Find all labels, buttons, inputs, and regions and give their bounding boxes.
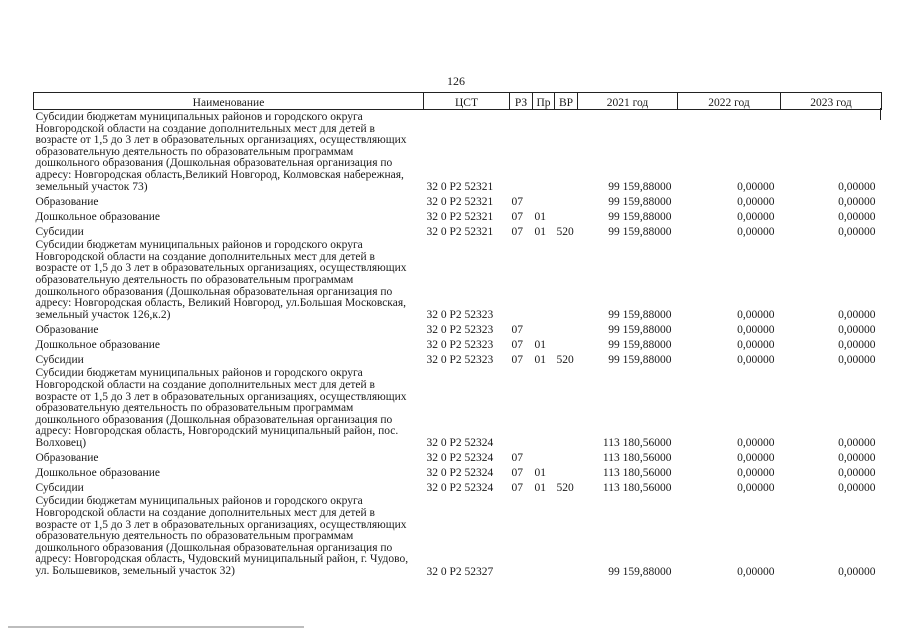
header-2023: 2023 год: [781, 93, 882, 110]
cell-rz: 07: [511, 467, 523, 480]
header-2022: 2022 год: [678, 93, 781, 110]
cell-y2021: 99 159,88000: [608, 196, 672, 209]
cell-pr: 01: [534, 211, 546, 224]
cell-pr: 01: [534, 467, 546, 480]
header-vr: ВР: [555, 93, 578, 110]
table-row: [34, 193, 882, 208]
table-row: [34, 321, 882, 336]
cell-name: Субсидии бюджетам муниципальных районов и городского округа Новгородской области на создание дополнительных мест для детей в возрасте от 1,5 до 3 лет в образовательных организациях, осуществляющих образовательную деятельность по образовательным программам дошкольного образования (Дошкольная образовательная организация по адресу: Новгородская область, Чудовский муниципальный район, г. Чудово, ул. Большевиков, земельный участок 32): [35, 495, 409, 578]
table-row: [34, 464, 882, 479]
header-name: Наименование: [34, 93, 424, 110]
cell-rz: 07: [511, 196, 523, 209]
cell-rz: 07: [511, 354, 523, 367]
cell-rz: 07: [511, 339, 523, 352]
cell-cst: 32 0 Р2 52324: [426, 467, 494, 480]
cell-name: Дошкольное образование: [35, 467, 161, 480]
cell-y2022: 0,00000: [737, 339, 775, 352]
cell-name: Дошкольное образование: [35, 339, 161, 352]
cell-rz: 07: [511, 452, 523, 465]
table-row: [34, 351, 882, 366]
cell-y2021: 113 180,56000: [602, 482, 672, 495]
cell-y2021: 99 159,88000: [608, 339, 672, 352]
table-row: [34, 238, 882, 321]
cell-cst: 32 0 Р2 52323: [426, 309, 494, 322]
cell-name: Дошкольное образование: [35, 211, 161, 224]
cell-y2022: 0,00000: [737, 309, 775, 322]
cell-y2021: 99 159,88000: [608, 354, 672, 367]
cell-y2023: 0,00000: [838, 354, 876, 367]
table-body: [34, 110, 882, 578]
cell-y2023: 0,00000: [838, 467, 876, 480]
cell-vr: [555, 336, 578, 351]
cell-rz: [510, 110, 533, 194]
cell-pr: [533, 193, 555, 208]
cell-y2023: 0,00000: [838, 437, 876, 450]
cell-pr: [533, 494, 555, 577]
cell-y2021: 113 180,56000: [602, 437, 672, 450]
cell-cst: 32 0 Р2 52323: [426, 339, 494, 352]
cell-name: Субсидии: [35, 226, 84, 239]
cell-vr: 520: [556, 226, 574, 239]
cell-cst: 32 0 Р2 52324: [426, 452, 494, 465]
cell-y2022: 0,00000: [737, 354, 775, 367]
cell-name: Субсидии бюджетам муниципальных районов и городского округа Новгородской области на создание дополнительных мест для детей в возрасте от 1,5 до 3 лет в образовательных организациях, осуществляющих образовательную деятельность по образовательным программам дошкольного образования (Дошкольная образовательная организация по адресу: Новгородская область,Великий Новгород, Колмовская набережная, земельный участок 73): [35, 111, 407, 193]
cell-y2021: 99 159,88000: [608, 181, 672, 194]
cell-rz: 07: [511, 226, 523, 239]
cell-y2022: 0,00000: [737, 482, 775, 495]
cell-y2023: 0,00000: [838, 482, 876, 495]
cell-name: Субсидии бюджетам муниципальных районов и городского округа Новгородской области на создание дополнительных мест для детей в возрасте от 1,5 до 3 лет в образовательных организациях, осуществляющих образовательную деятельность по образовательным программам дошкольного образования (Дошкольная образовательная организация по адресу: Новгородская область, Новгородский муниципальный район, пос. Волховец): [35, 367, 407, 449]
cell-y2023: 0,00000: [838, 181, 876, 194]
cell-vr: [555, 208, 578, 223]
cell-vr: [555, 238, 578, 321]
table-row: [34, 223, 882, 238]
cell-y2022: 0,00000: [737, 226, 775, 239]
table-row: [34, 336, 882, 351]
cell-vr: [555, 449, 578, 464]
header-rz: РЗ: [510, 93, 533, 110]
cell-cst: 32 0 Р2 52324: [426, 482, 494, 495]
cell-y2023: 0,00000: [838, 226, 876, 239]
cell-pr: 01: [534, 354, 546, 367]
cell-y2022: 0,00000: [737, 211, 775, 224]
cell-cst: 32 0 Р2 52323: [426, 324, 494, 337]
header-2021: 2021 год: [578, 93, 678, 110]
cell-vr: [555, 321, 578, 336]
table-right-border: [880, 108, 881, 120]
cell-cst: 32 0 Р2 52321: [426, 196, 494, 209]
table-row: [34, 479, 882, 494]
cell-rz: [510, 238, 533, 321]
table-header: [34, 93, 882, 110]
cell-cst: 32 0 Р2 52321: [426, 211, 494, 224]
cell-name: Субсидии: [35, 354, 84, 367]
cell-name: Субсидии: [35, 482, 84, 495]
budget-table: [33, 92, 882, 578]
cell-y2021: 99 159,88000: [608, 324, 672, 337]
cell-vr: [555, 366, 578, 449]
cell-pr: 01: [534, 482, 546, 495]
cell-vr: [555, 110, 578, 194]
cell-vr: 520: [556, 354, 574, 367]
page-number: 126: [447, 74, 465, 88]
cell-vr: [555, 193, 578, 208]
table-row: [34, 208, 882, 223]
cell-y2021: 99 159,88000: [608, 309, 672, 322]
cell-y2022: 0,00000: [737, 196, 775, 209]
cell-pr: [533, 321, 555, 336]
cell-y2023: 0,00000: [838, 324, 876, 337]
cell-pr: [533, 449, 555, 464]
cell-cst: 32 0 Р2 52321: [426, 181, 494, 194]
cell-y2022: 0,00000: [737, 437, 775, 450]
cell-y2023: 0,00000: [838, 196, 876, 209]
cell-rz: 07: [511, 482, 523, 495]
cell-y2023: 0,00000: [838, 452, 876, 465]
cell-y2022: 0,00000: [737, 324, 775, 337]
cell-vr: [555, 494, 578, 577]
cell-pr: [533, 238, 555, 321]
table-row: [34, 449, 882, 464]
cell-pr: 01: [534, 226, 546, 239]
cell-name: Образование: [35, 196, 99, 209]
cell-cst: 32 0 Р2 52327: [426, 565, 494, 578]
cell-rz: [510, 366, 533, 449]
cell-y2022: 0,00000: [737, 565, 775, 578]
cell-y2021: 99 159,88000: [608, 211, 672, 224]
cell-y2021: 113 180,56000: [602, 467, 672, 480]
cell-y2023: 0,00000: [838, 565, 876, 578]
cell-cst: 32 0 Р2 52324: [426, 437, 494, 450]
table-row: [34, 494, 882, 577]
cell-pr: [533, 366, 555, 449]
table-row: [34, 366, 882, 449]
cell-y2022: 0,00000: [737, 181, 775, 194]
cell-name: Образование: [35, 324, 99, 337]
cell-y2022: 0,00000: [737, 467, 775, 480]
cell-y2023: 0,00000: [838, 211, 876, 224]
cell-cst: 32 0 Р2 52323: [426, 354, 494, 367]
cell-y2023: 0,00000: [838, 309, 876, 322]
cell-rz: 07: [511, 211, 523, 224]
cell-y2023: 0,00000: [838, 339, 876, 352]
scan-bottom-line: [8, 626, 304, 628]
cell-name: Образование: [35, 452, 99, 465]
header-cst: ЦСТ: [424, 93, 510, 110]
cell-rz: 07: [511, 324, 523, 337]
cell-y2021: 99 159,88000: [608, 565, 672, 578]
cell-y2021: 113 180,56000: [602, 452, 672, 465]
cell-y2021: 99 159,88000: [608, 226, 672, 239]
cell-vr: 520: [556, 482, 574, 495]
cell-rz: [510, 494, 533, 577]
cell-pr: 01: [534, 339, 546, 352]
cell-name: Субсидии бюджетам муниципальных районов и городского округа Новгородской области на создание дополнительных мест для детей в возрасте от 1,5 до 3 лет в образовательных организациях, осуществляющих образовательную деятельность по образовательным программам дошкольного образования (Дошкольная образовательная организация по адресу: Новгородская область, Великий Новгород, ул.Большая Московская, земельный участок 126,к.2): [35, 239, 407, 321]
cell-vr: [555, 464, 578, 479]
cell-cst: 32 0 Р2 52321: [426, 226, 494, 239]
table-row: [34, 110, 882, 194]
cell-pr: [533, 110, 555, 194]
header-pr: Пр: [533, 93, 555, 110]
cell-y2022: 0,00000: [737, 452, 775, 465]
